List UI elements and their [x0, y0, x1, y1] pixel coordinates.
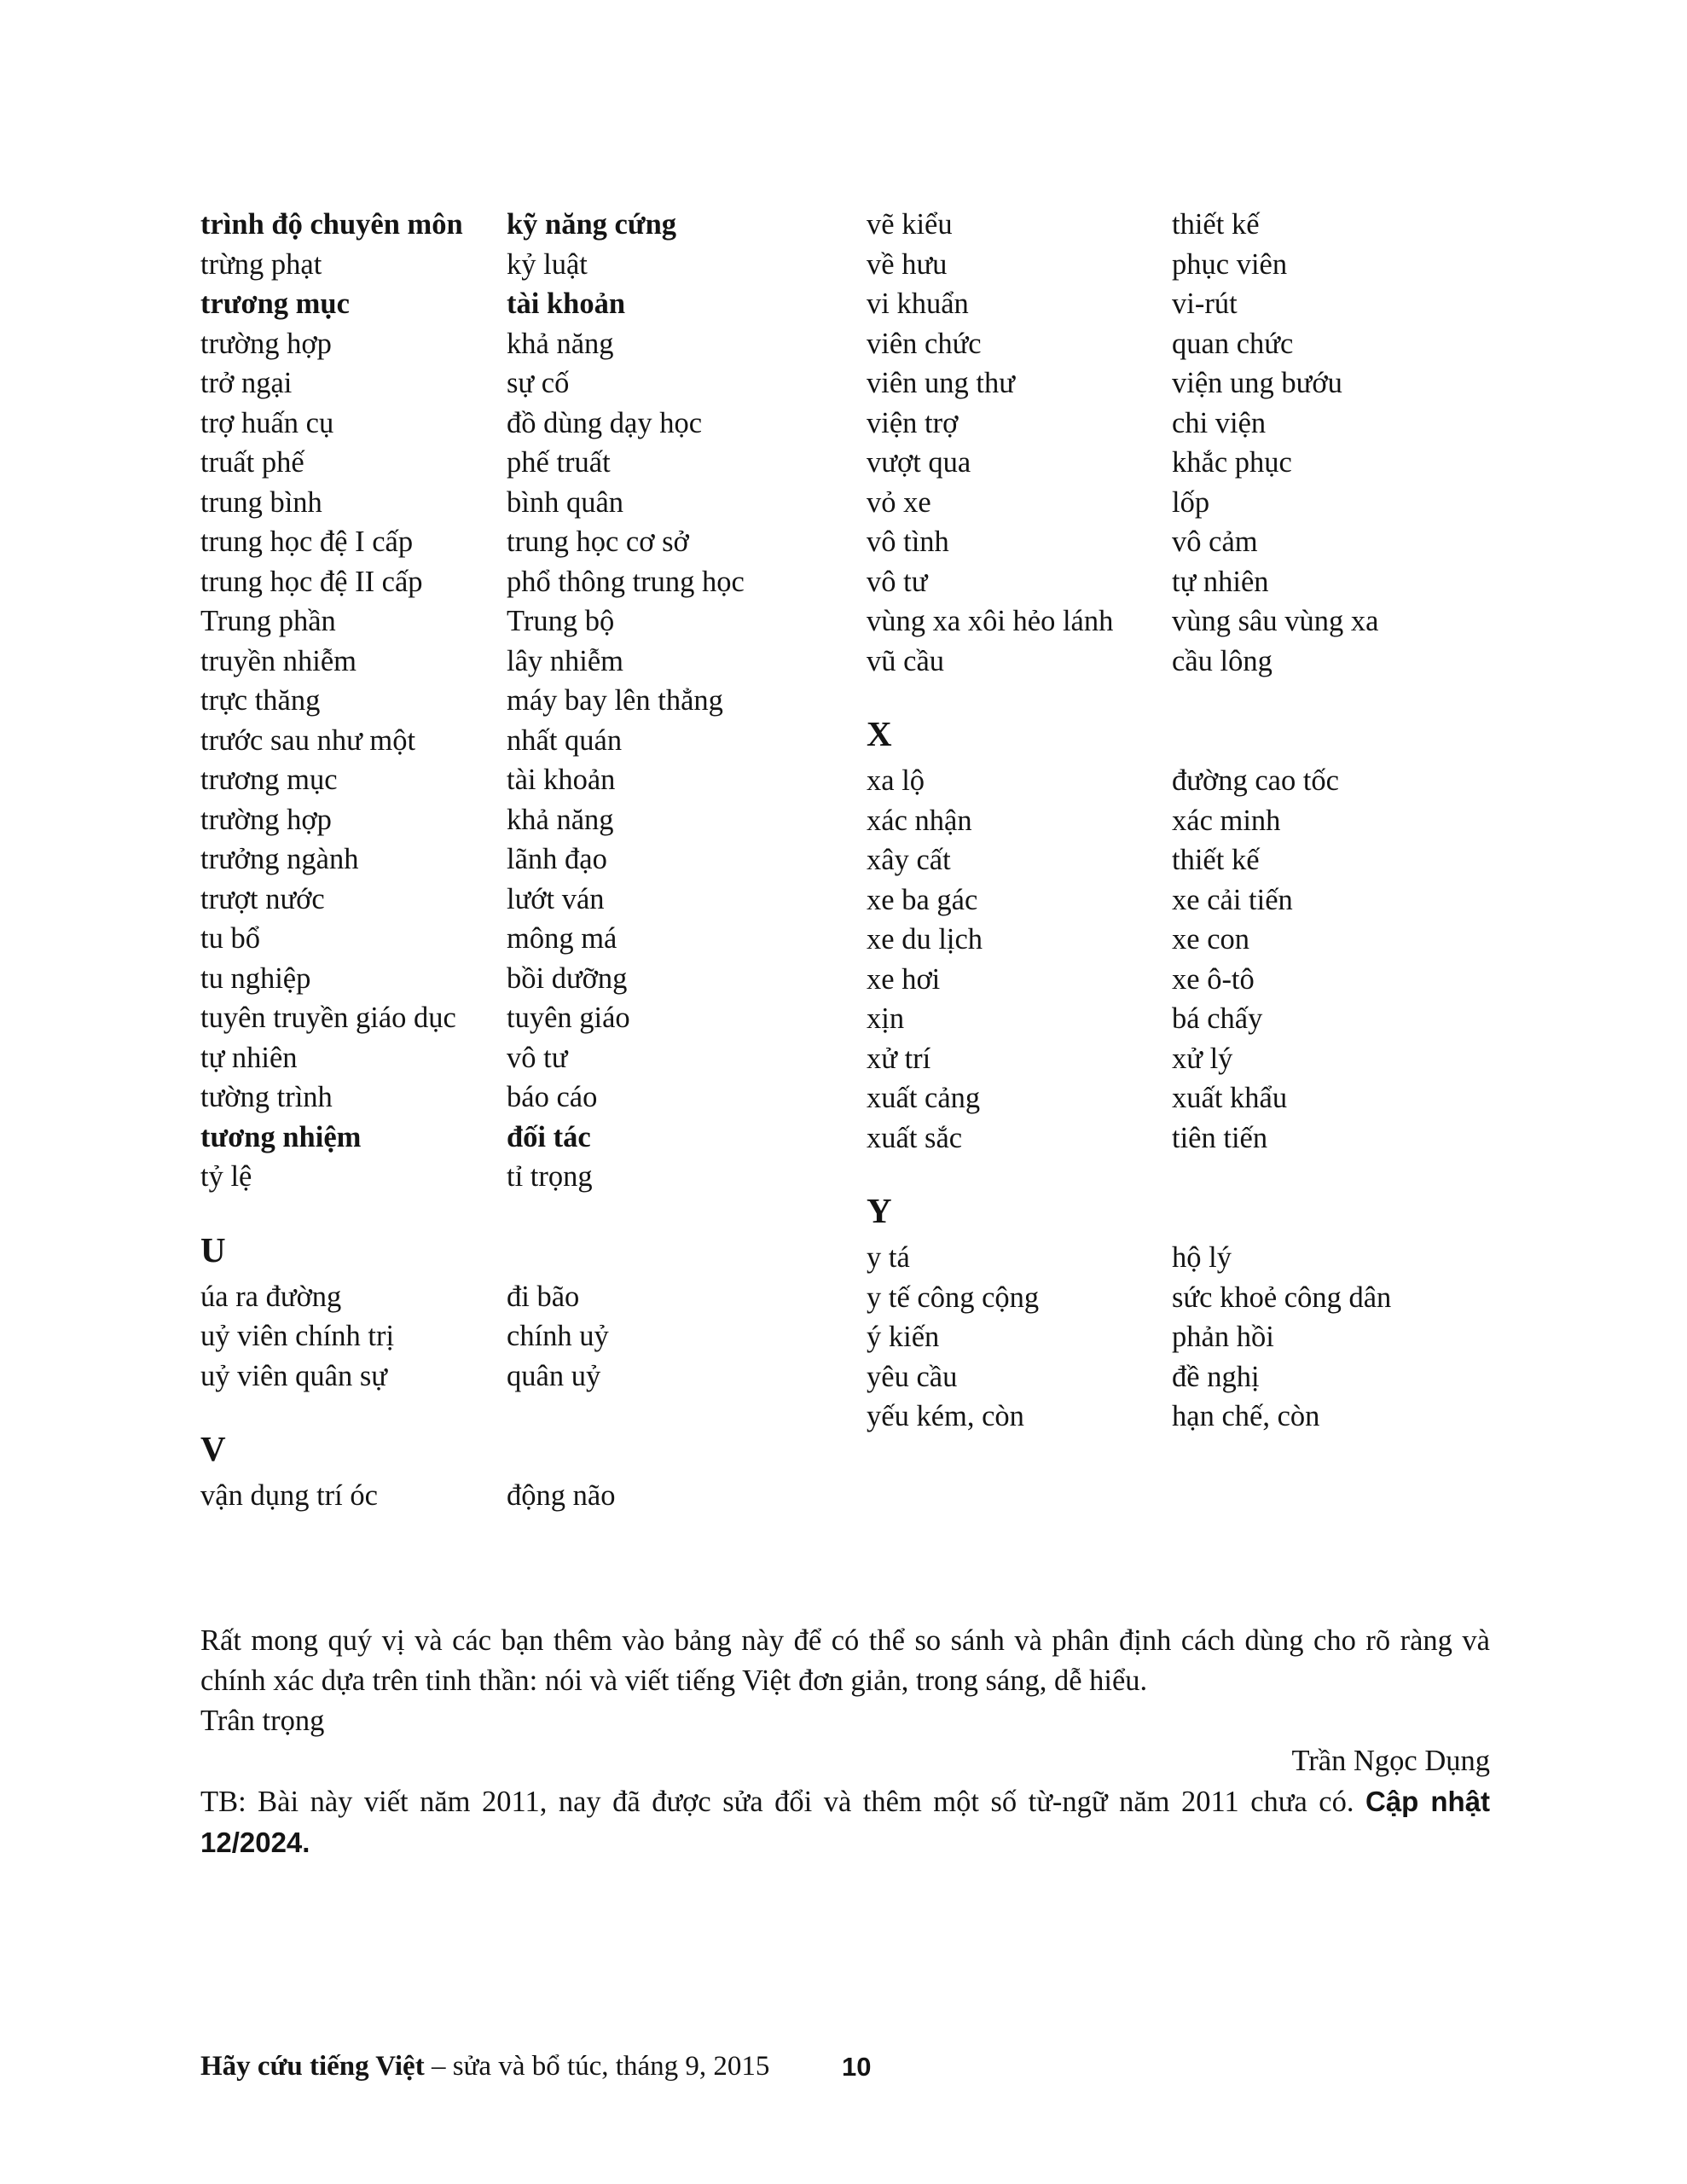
- page-footer: [200, 2048, 1490, 2085]
- new-term: hạn chế, còn: [1172, 1400, 1320, 1432]
- glossary-row: [200, 1356, 874, 1397]
- new-term: cầu lông: [1172, 644, 1272, 677]
- old-term: về hưu: [867, 247, 948, 281]
- old-term: xe du lịch: [867, 923, 983, 956]
- old-term: xuất cảng: [867, 1082, 981, 1114]
- glossary-row: [867, 960, 1523, 1000]
- new-term: thiết kế: [1172, 208, 1260, 241]
- old-term: uỷ viên quân sự: [200, 1359, 387, 1392]
- old-term: xác nhận: [867, 804, 972, 837]
- new-term: tài khoản: [507, 764, 616, 796]
- glossary-row: [200, 1118, 874, 1158]
- new-term: bồi dưỡng: [507, 961, 628, 995]
- glossary-row: [200, 1316, 874, 1356]
- glossary-row: [200, 284, 874, 324]
- new-term: tiên tiến: [1172, 1121, 1268, 1154]
- glossary-row: [200, 800, 874, 840]
- old-term: yếu kém, còn: [867, 1400, 1024, 1432]
- old-term: vô tư: [867, 565, 928, 598]
- old-term: viên chức: [867, 327, 982, 360]
- old-term: trường hợp: [200, 327, 332, 360]
- new-term: xe cải tiến: [1172, 883, 1293, 916]
- glossary-row: [200, 760, 874, 800]
- old-term: xe hơi: [867, 962, 941, 996]
- new-term: xác minh: [1172, 804, 1281, 837]
- glossary-row: [867, 1278, 1523, 1318]
- glossary-row: [200, 443, 874, 483]
- new-term: thiết kế: [1172, 844, 1260, 876]
- old-term: tuyên truyền giáo dục: [200, 1002, 456, 1034]
- new-term: đồ dùng dạy học: [507, 406, 703, 439]
- glossary-row: [867, 840, 1523, 880]
- glossary-row: [200, 1038, 874, 1078]
- old-term: vỏ xe: [867, 485, 931, 519]
- glossary-row: [867, 642, 1523, 682]
- old-term: uỷ viên chính trị: [200, 1320, 395, 1352]
- glossary-row: [200, 324, 874, 364]
- glossary-left-column: [200, 205, 874, 1516]
- old-term: trừng phạt: [200, 247, 322, 281]
- new-term: nhất quán: [507, 723, 623, 757]
- glossary-row: [867, 1039, 1523, 1079]
- new-term: tài khoản: [507, 288, 626, 320]
- old-term: truyền nhiễm: [200, 644, 357, 677]
- new-term: sức khoẻ công dân: [1172, 1281, 1392, 1314]
- glossary-row: [867, 1238, 1523, 1278]
- closing-paragraph: Rất mong quý vị và các bạn thêm vào bảng này để có thể so sánh và phân định cách dùng cho rõ ràng và chính xác dựa trên tinh thần: nói và viết tiếng Việt đơn giản, trong sáng, dễ hiểu.: [200, 1624, 1490, 1697]
- new-term: bá chấy: [1172, 1002, 1263, 1035]
- old-term: trở ngại: [200, 367, 293, 399]
- new-term: máy bay lên thẳng: [507, 684, 723, 717]
- old-term: xây cất: [867, 844, 951, 876]
- old-term: xử trí: [867, 1042, 931, 1075]
- section-header-x: X: [867, 714, 892, 753]
- glossary-row: [867, 284, 1523, 324]
- old-term: tỷ lệ: [200, 1160, 252, 1193]
- glossary-row: [867, 1317, 1523, 1357]
- old-term: trợ huấn cụ: [200, 406, 334, 439]
- old-term: y tế công cộng: [867, 1281, 1040, 1314]
- glossary-row: [867, 1118, 1523, 1159]
- old-term: trung học đệ II cấp: [200, 565, 423, 598]
- new-term: khắc phục: [1172, 446, 1292, 479]
- glossary-row: [867, 999, 1523, 1039]
- new-term: lãnh đạo: [507, 843, 607, 875]
- new-term: đi bão: [507, 1280, 580, 1313]
- glossary-row: [867, 443, 1523, 483]
- new-term: xuất khẩu: [1172, 1082, 1288, 1114]
- glossary-row: [200, 1277, 874, 1317]
- old-term: vận dụng trí óc: [200, 1479, 378, 1512]
- new-term: xe con: [1172, 923, 1250, 956]
- glossary-row: [867, 245, 1523, 285]
- page-number: 10: [842, 2052, 872, 2082]
- glossary-row: [200, 721, 874, 761]
- new-term: sự cố: [507, 367, 570, 399]
- old-term: trương mục: [200, 288, 350, 320]
- old-term: trình độ chuyên môn: [200, 208, 463, 241]
- section-header-u: U: [200, 1229, 226, 1269]
- old-term: vùng xa xôi hẻo lánh: [867, 605, 1114, 637]
- postscript-update-note: Cập nhật 12/2024.: [200, 1786, 1491, 1858]
- new-term: tự nhiên: [1172, 565, 1269, 598]
- old-term: yêu cầu: [867, 1360, 958, 1393]
- new-term: mông má: [507, 922, 617, 955]
- glossary-row: [200, 998, 874, 1038]
- new-term: khả năng: [507, 803, 614, 836]
- new-term: xử lý: [1172, 1042, 1233, 1075]
- glossary-row: [200, 562, 874, 602]
- old-term: vô tình: [867, 526, 949, 558]
- new-term: vi-rút: [1172, 288, 1238, 320]
- glossary-row: [867, 801, 1523, 841]
- old-term: tu nghiệp: [200, 961, 311, 995]
- new-term: đề nghị: [1172, 1360, 1260, 1393]
- closing-section: [200, 1621, 1490, 1863]
- old-term: trường hợp: [200, 803, 332, 836]
- new-term: Trung bộ: [507, 605, 615, 637]
- old-term: úa ra đường: [200, 1280, 342, 1313]
- glossary-row: [867, 404, 1523, 444]
- new-term: kỷ luật: [507, 247, 588, 281]
- old-term: tường trình: [200, 1081, 333, 1113]
- new-term: lốp: [1172, 485, 1210, 519]
- glossary-row: [867, 601, 1523, 642]
- glossary-row: [867, 324, 1523, 364]
- glossary-row: [867, 761, 1523, 801]
- postscript-paragraph: [200, 1781, 1490, 1863]
- glossary-row: [867, 562, 1523, 602]
- footer-book-title: Hãy cứu tiếng Việt: [200, 2051, 425, 2082]
- glossary-row: [200, 245, 874, 285]
- new-term: vô cảm: [1172, 526, 1258, 558]
- new-term: tỉ trọng: [507, 1160, 593, 1193]
- old-term: Trung phần: [200, 605, 336, 637]
- glossary-row: [867, 1397, 1523, 1437]
- old-term: trương mục: [200, 764, 338, 796]
- section-header-v: V: [200, 1429, 226, 1468]
- new-term: trung học cơ sở: [507, 526, 689, 558]
- glossary-row: [867, 1078, 1523, 1118]
- closing-regards: Trân trọng: [200, 1705, 325, 1737]
- old-term: trung học đệ I cấp: [200, 526, 414, 558]
- new-term: phổ thông trung học: [507, 565, 745, 598]
- new-term: chi viện: [1172, 406, 1267, 439]
- new-term: lướt ván: [507, 882, 605, 915]
- old-term: vi khuẩn: [867, 288, 969, 320]
- old-term: xuất sắc: [867, 1121, 963, 1154]
- glossary-row: [200, 404, 874, 444]
- glossary-row: [867, 363, 1523, 404]
- old-term: tự nhiên: [200, 1041, 298, 1074]
- old-term: xịn: [867, 1002, 905, 1035]
- glossary-row: [867, 522, 1523, 562]
- new-term: phục viên: [1172, 247, 1288, 281]
- glossary-row: [867, 205, 1523, 245]
- glossary-row: [200, 681, 874, 721]
- new-term: hộ lý: [1172, 1241, 1232, 1274]
- old-term: y tá: [867, 1241, 910, 1274]
- new-term: vùng sâu vùng xa: [1172, 605, 1379, 637]
- old-term: tương nhiệm: [200, 1120, 362, 1153]
- new-term: bình quân: [507, 485, 624, 519]
- new-term: vô tư: [507, 1041, 568, 1074]
- glossary-row: [200, 839, 874, 880]
- new-term: đường cao tốc: [1172, 764, 1339, 797]
- new-term: lây nhiễm: [507, 644, 624, 677]
- new-term: khả năng: [507, 327, 614, 360]
- glossary-right-column: [867, 205, 1523, 1437]
- glossary-row: [200, 642, 874, 682]
- glossary-row: [867, 1357, 1523, 1397]
- old-term: vũ cầu: [867, 644, 945, 677]
- glossary-row: [200, 880, 874, 920]
- new-term: phản hồi: [1172, 1321, 1274, 1353]
- glossary-row: [200, 205, 874, 245]
- old-term: vẽ kiểu: [867, 208, 953, 241]
- glossary-row: [200, 522, 874, 562]
- old-term: vượt qua: [867, 446, 971, 479]
- footer-subtitle: – sửa và bổ túc, tháng 9, 2015: [424, 2051, 770, 2082]
- old-term: trung bình: [200, 485, 322, 519]
- glossary-row: [200, 1157, 874, 1197]
- old-term: trực thăng: [200, 684, 321, 717]
- new-term: đối tác: [507, 1120, 591, 1153]
- old-term: trượt nước: [200, 882, 325, 915]
- glossary-row: [200, 919, 874, 959]
- glossary-row: [200, 1077, 874, 1118]
- section-header-y: Y: [867, 1191, 892, 1230]
- glossary-row: [200, 959, 874, 999]
- new-term: kỹ năng cứng: [507, 208, 677, 241]
- new-term: chính uỷ: [507, 1320, 609, 1352]
- new-term: báo cáo: [507, 1081, 598, 1113]
- old-term: viên ung thư: [867, 367, 1015, 399]
- glossary-row: [867, 483, 1523, 523]
- postscript-text: TB: Bài này viết năm 2011, nay đã được sửa đổi và thêm một số từ-ngữ năm 2011 chưa có.: [200, 1786, 1365, 1818]
- new-term: quân uỷ: [507, 1359, 601, 1392]
- old-term: viện trợ: [867, 406, 959, 439]
- glossary-row: [200, 1476, 874, 1516]
- old-term: xe ba gác: [867, 883, 978, 916]
- glossary-row: [867, 880, 1523, 921]
- old-term: tu bổ: [200, 922, 260, 955]
- old-term: truất phế: [200, 446, 304, 479]
- author-signature: Trần Ngọc Dụng: [1291, 1745, 1490, 1777]
- old-term: ý kiến: [867, 1321, 940, 1353]
- old-term: xa lộ: [867, 764, 925, 797]
- glossary-row: [200, 601, 874, 642]
- new-term: viện ung bướu: [1172, 367, 1342, 399]
- new-term: động não: [507, 1479, 616, 1512]
- old-term: trưởng ngành: [200, 843, 359, 875]
- glossary-row: [867, 920, 1523, 960]
- new-term: xe ô-tô: [1172, 962, 1255, 996]
- glossary-row: [200, 483, 874, 523]
- new-term: quan chức: [1172, 327, 1294, 360]
- new-term: tuyên giáo: [507, 1002, 630, 1034]
- old-term: trước sau như một: [200, 723, 416, 757]
- glossary-row: [200, 363, 874, 404]
- new-term: phế truất: [507, 446, 611, 479]
